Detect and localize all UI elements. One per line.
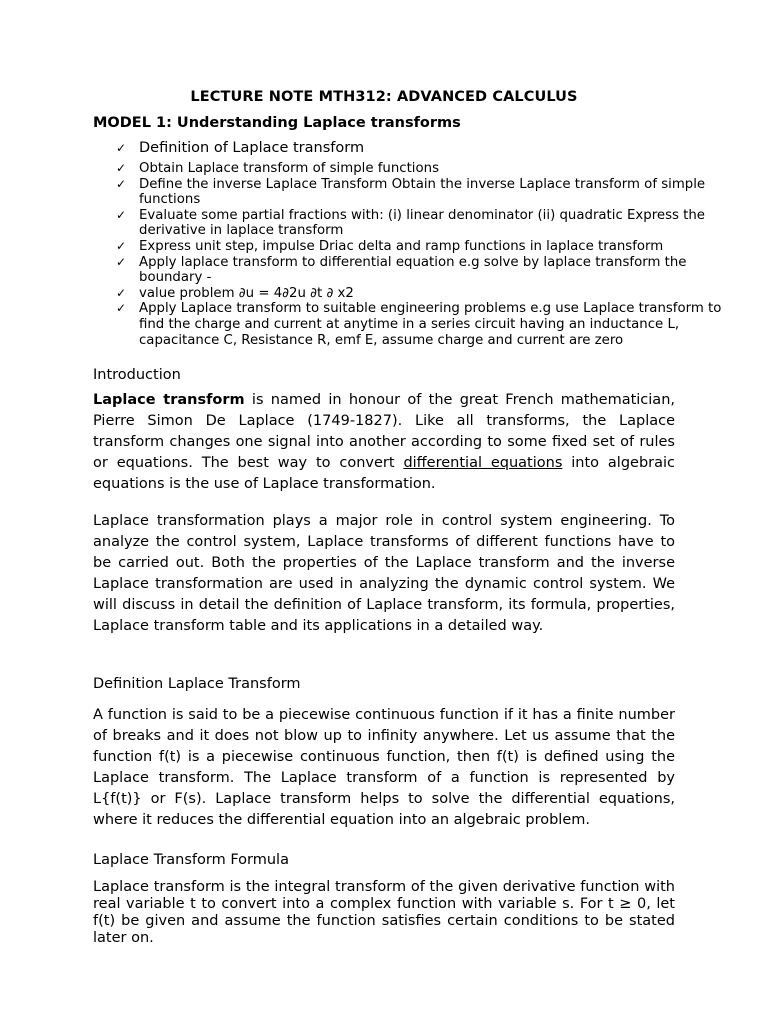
checkmark-icon: ✓ [116, 301, 127, 316]
objectives-list [0, 139, 724, 348]
objective-text: value problem ∂u = 4∂2u ∂t ∂ x2 [139, 285, 354, 301]
checkmark-icon: ✓ [116, 176, 127, 191]
intro-text-after-link: into algebraic equations is the use of Laplace transformation. [93, 455, 675, 492]
document-title: LECTURE NOTE MTH312: ADVANCED CALCULUS [190, 89, 578, 105]
checkmark-icon: ✓ [116, 207, 127, 222]
formula-paragraph: Laplace transform is the integral transform of the given derivative function with real variable t to convert into a complex function with variable s. For t ≥ 0, let f(t) be given and assume the function satisfies certain conditions to be stated later on. [93, 879, 675, 946]
objective-text: Apply laplace transform to differential equation e.g solve by laplace transform the boundary - [139, 254, 687, 286]
objective-text: Define the inverse Laplace Transform Obtain the inverse Laplace transform of simple functions [139, 176, 706, 208]
definition-heading: Definition Laplace Transform [93, 676, 301, 692]
introduction-heading: Introduction [93, 367, 181, 383]
objective-text: Definition of Laplace transform [139, 140, 365, 156]
differential-equations-link[interactable]: differential equations [403, 455, 563, 471]
objective-text: Apply Laplace transform to suitable engineering problems e.g use Laplace transform to find the charge and current at anytime in a series circuit having an inductance L, capacitance C, Resistance R, emf E, assume charge and current are zero [139, 301, 722, 348]
bold-term: Laplace transform [93, 392, 245, 408]
objective-text: Express unit step, impulse Driac delta and ramp functions in laplace transform [139, 238, 664, 254]
checkmark-icon: ✓ [116, 238, 127, 253]
objective-item [0, 286, 724, 302]
objective-item [0, 139, 724, 158]
objective-text: Evaluate some partial fractions with: (i) linear denominator (ii) quadratic Express the derivative in laplace transform [139, 207, 705, 239]
objective-item [0, 208, 724, 239]
objective-item [0, 239, 724, 255]
control-system-paragraph: Laplace transformation plays a major role in control system engineering. To analyze the control system, Laplace transforms of different functions have to be carried out. Both the properties of the Laplace transform and the inverse Laplace transformation are used in analyzing the dynamic control system. We will discuss in detail the definition of Laplace transform, its formula, properties, Laplace transform table and its applications in a detailed way. [93, 513, 675, 634]
objective-item [0, 301, 724, 348]
objective-item [0, 255, 724, 286]
checkmark-icon: ✓ [116, 285, 127, 300]
objective-item [0, 177, 724, 208]
definition-paragraph: A function is said to be a piecewise continuous function if it has a finite number of breaks and it does not blow up to infinity anywhere. Let us assume that the function f(t) is a piecewise continuous function, then f(t) is defined using the Laplace transform. The Laplace transform of a function is represented by L{f(t)} or F(s). Laplace transform helps to solve the differential equations, where it reduces the differential equation into an algebraic problem. [93, 707, 675, 828]
introduction-paragraph [93, 390, 675, 495]
checkmark-icon: ✓ [116, 161, 127, 175]
objective-item [0, 161, 724, 177]
model-heading: MODEL 1: Understanding Laplace transforms [93, 115, 461, 131]
objective-text: Obtain Laplace transform of simple functions [139, 161, 439, 176]
formula-heading: Laplace Transform Formula [93, 852, 289, 868]
intro-text-before-link: is named in honour of the great French mathematician, Pierre Simon De Laplace (1749-1827). Like all transforms, the Laplace transform changes one signal into another according to some fixed set of rules or equations. The best way to convert [93, 392, 675, 471]
checkmark-icon: ✓ [116, 254, 127, 269]
checkmark-icon: ✓ [116, 141, 127, 155]
